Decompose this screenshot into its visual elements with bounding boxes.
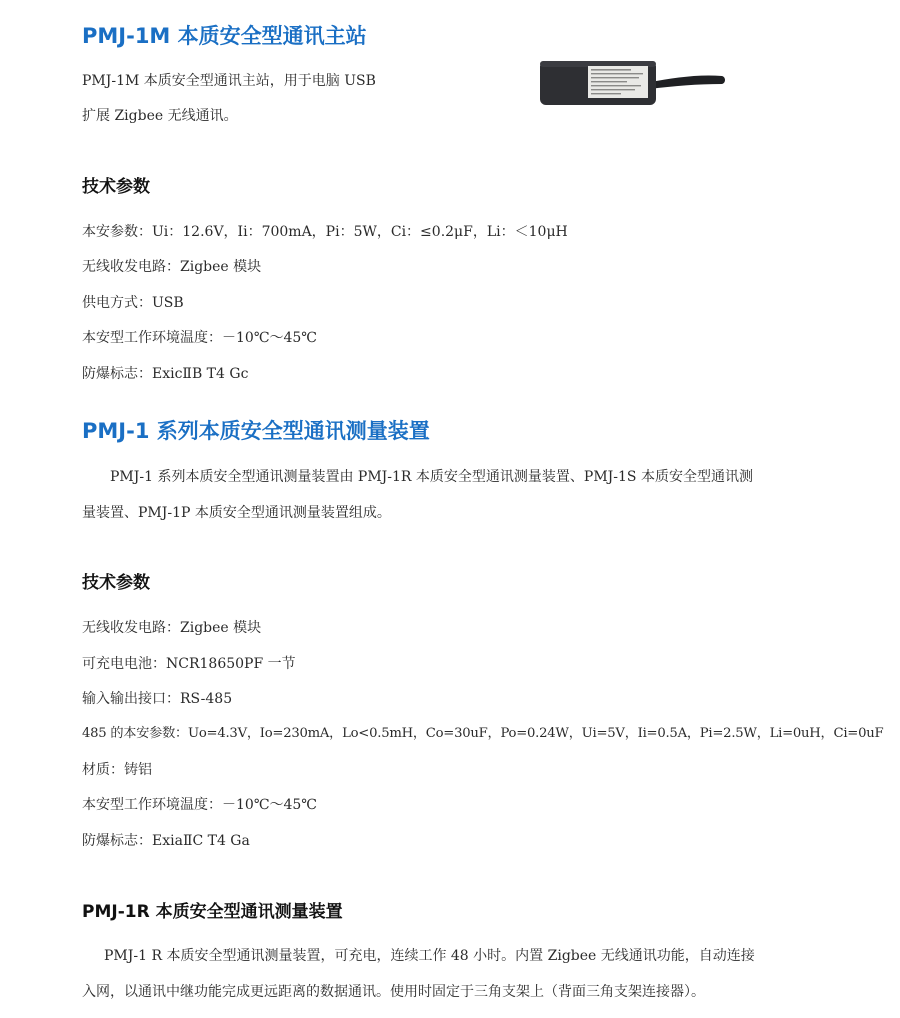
section3-intro-line1: PMJ-1 R 本质安全型通讯测量装置，可充电，连续工作 48 小时。内置 Zigbee 无线通讯功能，自动连接 xyxy=(104,948,755,964)
section1-param-5: 防爆标志：ExicⅡB T4 Gc xyxy=(82,366,249,382)
section2-intro-line1: PMJ-1 系列本质安全型通讯测量装置由 PMJ-1R 本质安全型通讯测量装置、PMJ-1S 本质安全型通讯测 xyxy=(110,469,753,485)
section1-intro-line1: PMJ-1M 本质安全型通讯主站，用于电脑 USB xyxy=(82,73,376,89)
section3-intro-line2: 入网，以通讯中继功能完成更远距离的数据通讯。使用时固定于三角支架上（背面三角支架连接器）。 xyxy=(82,984,705,1000)
section2-param-2: 可充电电池：NCR18650PF 一节 xyxy=(82,656,296,672)
section2-param-6: 本安型工作环境温度：－10℃～45℃ xyxy=(82,797,317,813)
usb-zigbee-station-image xyxy=(538,58,728,108)
section1-param-2: 无线收发电路：Zigbee 模块 xyxy=(82,259,262,275)
section2-intro-line2: 量装置、PMJ-1P 本质安全型通讯测量装置组成。 xyxy=(82,505,391,521)
section2-param-4: 485 的本安参数：Uo=4.3V，Io=230mA，Lo<0.5mH，Co=30uF，Po=0.24W，Ui=5V，Ii=0.5A，Pi=2.5W，Li=0uH，Ci=0uF xyxy=(82,726,884,741)
section2-params-heading: 技术参数 xyxy=(82,573,150,593)
section2-param-5: 材质：铸铝 xyxy=(82,762,152,778)
section2-param-1: 无线收发电路：Zigbee 模块 xyxy=(82,620,262,636)
section3-title: PMJ-1R 本质安全型通讯测量装置 xyxy=(82,902,343,922)
section1-param-4: 本安型工作环境温度：－10℃～45℃ xyxy=(82,330,317,346)
section1-param-1: 本安参数：Ui：12.6V，Ii：700mA，Pi：5W，Ci：≤0.2μF，Li：＜10μH xyxy=(82,224,568,240)
section2-param-7: 防爆标志：ExiaⅡC T4 Ga xyxy=(82,833,250,849)
section1-param-3: 供电方式：USB xyxy=(82,295,184,311)
section1-intro-line2: 扩展 Zigbee 无线通讯。 xyxy=(82,108,238,124)
section2-title: PMJ-1 系列本质安全型通讯测量装置 xyxy=(82,419,430,443)
section1-title: PMJ-1M 本质安全型通讯主站 xyxy=(82,24,367,48)
section1-params-heading: 技术参数 xyxy=(82,177,150,197)
section2-param-3: 输入输出接口：RS-485 xyxy=(82,691,233,707)
